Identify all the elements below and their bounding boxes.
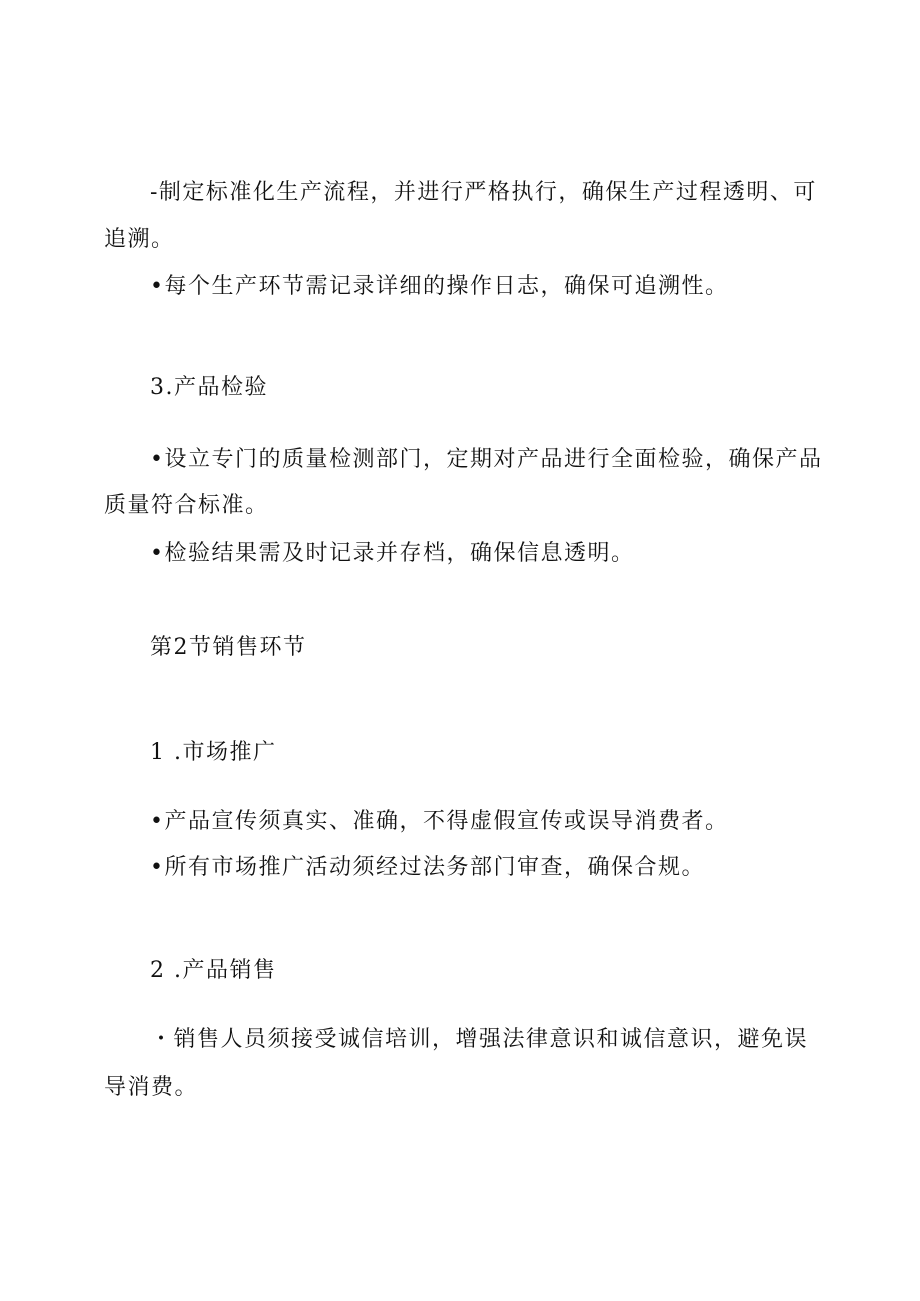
- bullet-operation-log: •每个生产环节需记录详细的操作日志，确保可追溯性。: [150, 274, 729, 299]
- heading-product-sales: 2 .产品销售: [150, 958, 277, 983]
- bullet-integrity-training-line2: 导消费。: [104, 1075, 199, 1100]
- bullet-integrity-training-line1: ・销售人员须接受诚信培训，增强法律意识和诚信意识，避免误: [150, 1027, 809, 1052]
- section-title-sales: 第2节销售环节: [150, 635, 307, 660]
- bullet-quality-dept-line1: •设立专门的质量检测部门，定期对产品进行全面检验，确保产品: [150, 447, 823, 472]
- bullet-inspection-records: •检验结果需及时记录并存档，确保信息透明。: [150, 541, 635, 566]
- bullet-truthful-ads: •产品宣传须真实、准确，不得虚假宣传或误导消费者。: [150, 809, 729, 834]
- heading-product-inspection: 3.产品检验: [150, 375, 268, 400]
- paragraph-production-standard-line1: -制定标准化生产流程，并进行严格执行，确保生产过程透明、可: [150, 180, 817, 205]
- paragraph-production-standard-line2: 追溯。: [104, 227, 175, 252]
- bullet-quality-dept-line2: 质量符合标准。: [104, 493, 269, 518]
- heading-market-promotion: 1 .市场推广: [150, 740, 277, 765]
- bullet-legal-review: •所有市场推广活动须经过法务部门审查，确保合规。: [150, 855, 705, 880]
